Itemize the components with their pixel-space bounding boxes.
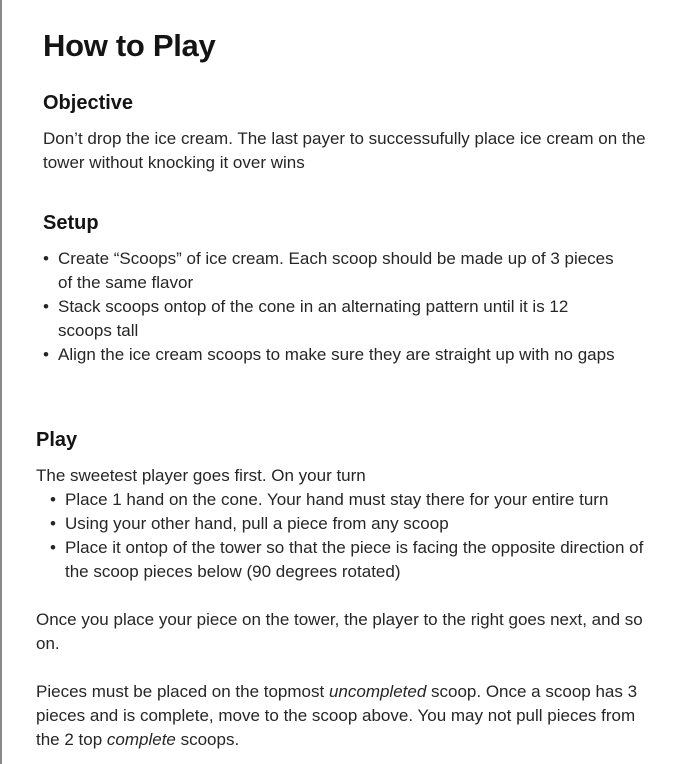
setup-heading: Setup [43,212,99,234]
objective-heading: Objective [43,92,134,114]
placement-emphasis-complete: complete [106,730,176,749]
play-intro: The sweetest player goes first. On your turn [36,466,366,485]
bullet-icon: • [43,297,49,316]
play-list-item [50,512,670,536]
play-heading: Play [36,429,78,451]
bullet-icon: • [50,538,56,557]
placement-text-2: scoop. Once a scoop has 3 pieces and is complete, move to the scoop above. You may not pull pieces from the 2 top [36,682,638,749]
setup-list-item [43,295,623,343]
play-paragraph-turn-order: Once you place your piece on the tower, the player to the right goes next, and so on. [36,610,643,653]
setup-item-text: Stack scoops ontop of the cone in an alternating pattern until it is 12 scoops tall [58,297,569,340]
play-list-item [50,536,670,584]
setup-list-item [43,247,623,295]
bullet-icon: • [50,490,56,509]
placement-text-1: Pieces must be placed on the topmost [36,682,329,701]
bullet-icon: • [43,345,49,364]
setup-list [43,247,623,367]
bullet-icon: • [50,514,56,533]
placement-emphasis-uncompleted: uncompleted [328,682,427,701]
play-paragraph-placement-rules [36,680,646,752]
play-list [50,488,670,584]
page-title: How to Play [43,28,216,63]
objective-text: Don’t drop the ice cream. The last payer to successufully place ice cream on the tower without knocking it over wins [43,129,646,172]
play-list-item [50,488,670,512]
placement-text-3: scoops. [175,730,240,749]
play-item-text: Place it ontop of the tower so that the piece is facing the opposite direction of the scoop pieces below (90 degrees rotated) [65,538,644,581]
play-item-text: Place 1 hand on the cone. Your hand must stay there for your entire turn [65,490,609,509]
play-item-text: Using your other hand, pull a piece from any scoop [65,514,449,533]
setup-item-text: Align the ice cream scoops to make sure they are straight up with no gaps [58,345,615,364]
setup-item-text: Create “Scoops” of ice cream. Each scoop should be made up of 3 pieces of the same flavor [58,249,614,292]
setup-list-item [43,343,623,367]
bullet-icon: • [43,249,49,268]
